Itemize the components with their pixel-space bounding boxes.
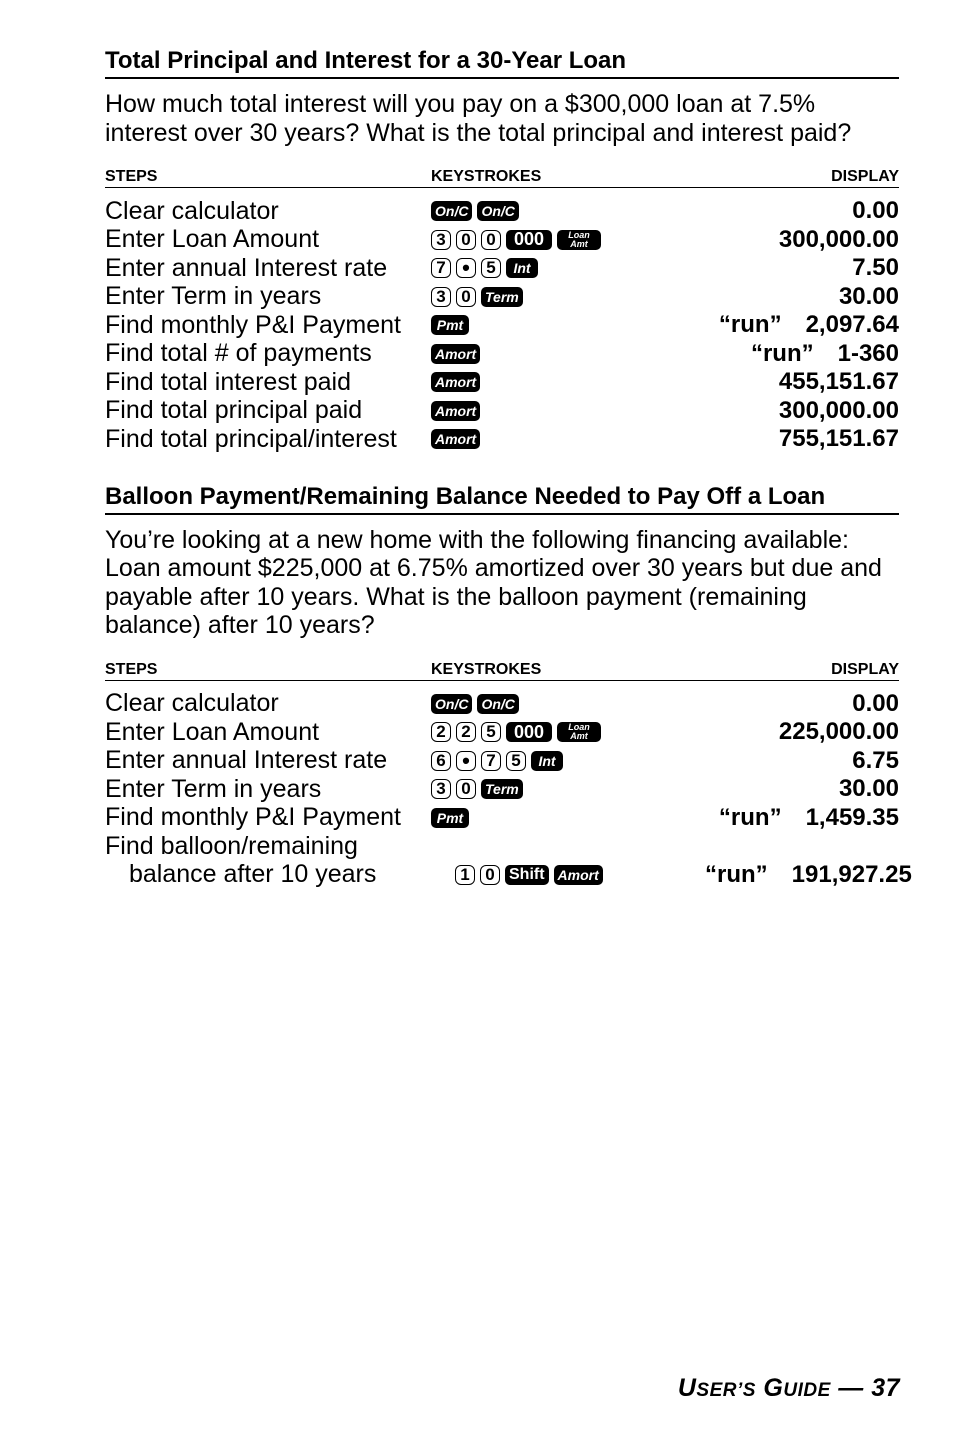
display-number: 300,000.00 xyxy=(778,396,899,424)
footer-apostrophe: ’ xyxy=(737,1380,743,1401)
pmt-key: Pmt xyxy=(431,315,469,335)
run-indicator: “run” xyxy=(718,803,782,831)
keystrokes xyxy=(431,747,681,773)
keystrokes xyxy=(431,694,681,714)
table-row xyxy=(105,368,899,397)
display-number: 755,151.67 xyxy=(778,425,899,453)
table-row xyxy=(105,832,899,861)
step-label: Find total principal paid xyxy=(105,396,363,425)
step-label: Find monthly P&I Payment xyxy=(105,310,401,339)
digit-7-key: 7 xyxy=(481,751,501,771)
table-row xyxy=(105,254,899,283)
footer-letter: U xyxy=(677,1374,697,1402)
footer-letters: SER xyxy=(696,1380,737,1401)
step-label-continued: balance after 10 years xyxy=(129,860,377,889)
display-number: 1-360 xyxy=(837,339,899,367)
keystrokes xyxy=(431,779,681,799)
table-row xyxy=(105,283,899,312)
digit-6-key: 6 xyxy=(431,751,451,771)
footer-dash: — xyxy=(830,1374,872,1402)
step-label: Find monthly P&I Payment xyxy=(105,803,401,832)
keystrokes xyxy=(431,429,681,449)
triple-zero-key: 000 xyxy=(506,722,552,742)
display-value xyxy=(681,368,899,396)
loan-key-bottom: Amt xyxy=(570,238,588,249)
step-label: Find total principal/interest xyxy=(105,424,397,453)
run-indicator: “run” xyxy=(705,860,768,888)
display-value xyxy=(681,718,899,746)
digit-7-key: 7 xyxy=(431,258,451,278)
triple-zero-key: 000 xyxy=(506,230,552,250)
table-row xyxy=(105,690,899,719)
header-display: DISPLAY xyxy=(831,168,899,185)
table-row xyxy=(105,197,899,226)
display-value xyxy=(681,197,899,225)
display-value xyxy=(681,397,899,425)
display-number: 300,000.00 xyxy=(778,225,899,253)
step-label: Enter Term in years xyxy=(105,774,322,803)
header-steps: STEPS xyxy=(105,660,158,678)
display-number: 7.50 xyxy=(852,254,899,282)
decimal-key: • xyxy=(456,258,476,278)
keystrokes xyxy=(431,201,681,221)
amort-key: Amort xyxy=(431,372,480,392)
loan-key-top: Loan xyxy=(568,229,590,240)
onc-key: On/C xyxy=(431,201,472,221)
display-number: 2,097.64 xyxy=(805,311,899,339)
step-label: Enter Loan Amount xyxy=(105,225,320,254)
steps-table xyxy=(105,689,912,890)
display-number: 191,927.25 xyxy=(791,860,912,888)
steps-table xyxy=(105,197,899,454)
keystrokes xyxy=(431,315,681,335)
run-indicator: “run” xyxy=(750,339,814,367)
footer-letters: UIDE xyxy=(783,1380,831,1401)
keystrokes xyxy=(431,808,681,828)
step-label: Enter Loan Amount xyxy=(105,717,320,746)
display-value xyxy=(681,254,899,282)
term-key: Term xyxy=(481,287,523,307)
table-row xyxy=(105,804,899,833)
display-number: 30.00 xyxy=(838,775,899,803)
digit-0-key: 0 xyxy=(456,230,476,250)
display-value xyxy=(681,226,899,254)
display-value xyxy=(681,311,899,339)
step-label: Find total # of payments xyxy=(105,339,372,368)
keystrokes xyxy=(431,344,681,364)
step-label: Enter annual Interest rate xyxy=(105,746,388,775)
amort-key: Amort xyxy=(431,344,480,364)
display-value xyxy=(681,425,899,453)
display-value xyxy=(681,747,899,775)
digit-3-key: 3 xyxy=(431,779,451,799)
loan-key-bottom: Amt xyxy=(570,731,588,742)
loan-amt-key xyxy=(557,230,601,250)
table-row xyxy=(105,397,899,426)
header-keystrokes: KEYSTROKES xyxy=(431,660,542,678)
step-label: Enter Term in years xyxy=(105,282,322,311)
loan-key-top: Loan xyxy=(568,722,590,733)
digit-0-key: 0 xyxy=(481,230,501,250)
shift-key: Shift xyxy=(505,865,549,885)
keystrokes xyxy=(431,722,681,742)
display-value xyxy=(681,340,899,368)
table-row xyxy=(105,718,899,747)
digit-5-key: 5 xyxy=(481,722,501,742)
keystrokes xyxy=(431,372,681,392)
digit-0-key: 0 xyxy=(480,865,500,885)
int-key: Int xyxy=(506,258,538,278)
display-number: 455,151.67 xyxy=(778,368,899,396)
table-row xyxy=(105,311,899,340)
display-value xyxy=(681,690,899,718)
section-intro: You’re looking at a new home with the following financing available: Loan amount $225,000 at 6.75% amortized over 30 years but due and payable after 10 years. What is the balloon payment (remaining balance) after 10 years? xyxy=(105,525,882,639)
table-header xyxy=(105,661,899,681)
loan-amt-key xyxy=(557,722,601,742)
int-key: Int xyxy=(531,751,563,771)
step-label: Enter annual Interest rate xyxy=(105,253,388,282)
table-row xyxy=(105,340,899,369)
digit-5-key: 5 xyxy=(481,258,501,278)
keystrokes xyxy=(431,287,681,307)
digit-0-key: 0 xyxy=(456,287,476,307)
display-value xyxy=(681,804,899,832)
step-label: Clear calculator xyxy=(105,196,279,225)
table-row xyxy=(105,747,899,776)
onc-key: On/C xyxy=(477,694,518,714)
page-number: 37 xyxy=(871,1374,900,1402)
amort-key: Amort xyxy=(554,865,603,885)
term-key: Term xyxy=(481,779,523,799)
step-label: Find total interest paid xyxy=(105,367,351,396)
table-row xyxy=(105,226,899,255)
run-indicator: “run” xyxy=(718,311,782,339)
keystrokes xyxy=(431,401,681,421)
display-value xyxy=(681,775,899,803)
digit-5-key: 5 xyxy=(506,751,526,771)
table-header xyxy=(105,168,899,188)
onc-key: On/C xyxy=(477,201,518,221)
section-total-principal-interest xyxy=(105,46,899,454)
header-keystrokes: KEYSTROKES xyxy=(431,168,542,185)
footer-letter: G xyxy=(763,1374,784,1402)
section-title: Total Principal and Interest for a 30-Year Loan xyxy=(105,46,899,79)
display-number: 0.00 xyxy=(852,197,899,225)
digit-1-key: 1 xyxy=(455,865,475,885)
keystrokes xyxy=(431,230,681,250)
table-row xyxy=(105,425,899,454)
digit-3-key: 3 xyxy=(431,287,451,307)
digit-0-key: 0 xyxy=(456,779,476,799)
footer-letter: S xyxy=(742,1380,756,1401)
display-number: 225,000.00 xyxy=(778,718,899,746)
display-number: 0.00 xyxy=(852,689,899,717)
step-label: Clear calculator xyxy=(105,689,279,718)
header-display: DISPLAY xyxy=(831,660,899,678)
pmt-key: Pmt xyxy=(431,808,469,828)
page xyxy=(105,46,912,889)
keystrokes xyxy=(455,865,705,885)
page-footer xyxy=(678,1374,900,1403)
display-number: 6.75 xyxy=(852,746,899,774)
display-value xyxy=(681,283,899,311)
section-balloon-payment xyxy=(105,482,912,890)
digit-3-key: 3 xyxy=(431,230,451,250)
digit-2-key: 2 xyxy=(431,722,451,742)
amort-key: Amort xyxy=(431,429,480,449)
digit-2-key: 2 xyxy=(456,722,476,742)
amort-key: Amort xyxy=(431,401,480,421)
section-title: Balloon Payment/Remaining Balance Needed to Pay Off a Loan xyxy=(105,482,899,515)
onc-key: On/C xyxy=(431,694,472,714)
display-number: 30.00 xyxy=(838,282,899,310)
display-value xyxy=(705,861,912,889)
table-row-continued xyxy=(105,860,912,890)
display-number: 1,459.35 xyxy=(805,803,899,831)
table-row xyxy=(105,775,899,804)
decimal-key: • xyxy=(456,751,476,771)
header-steps: STEPS xyxy=(105,168,158,185)
step-label: Find balloon/remaining xyxy=(105,831,358,860)
keystrokes xyxy=(431,255,681,281)
section-intro: How much total interest will you pay on a $300,000 loan at 7.5% interest over 30 years? What is the total principal and interest paid? xyxy=(105,90,852,147)
